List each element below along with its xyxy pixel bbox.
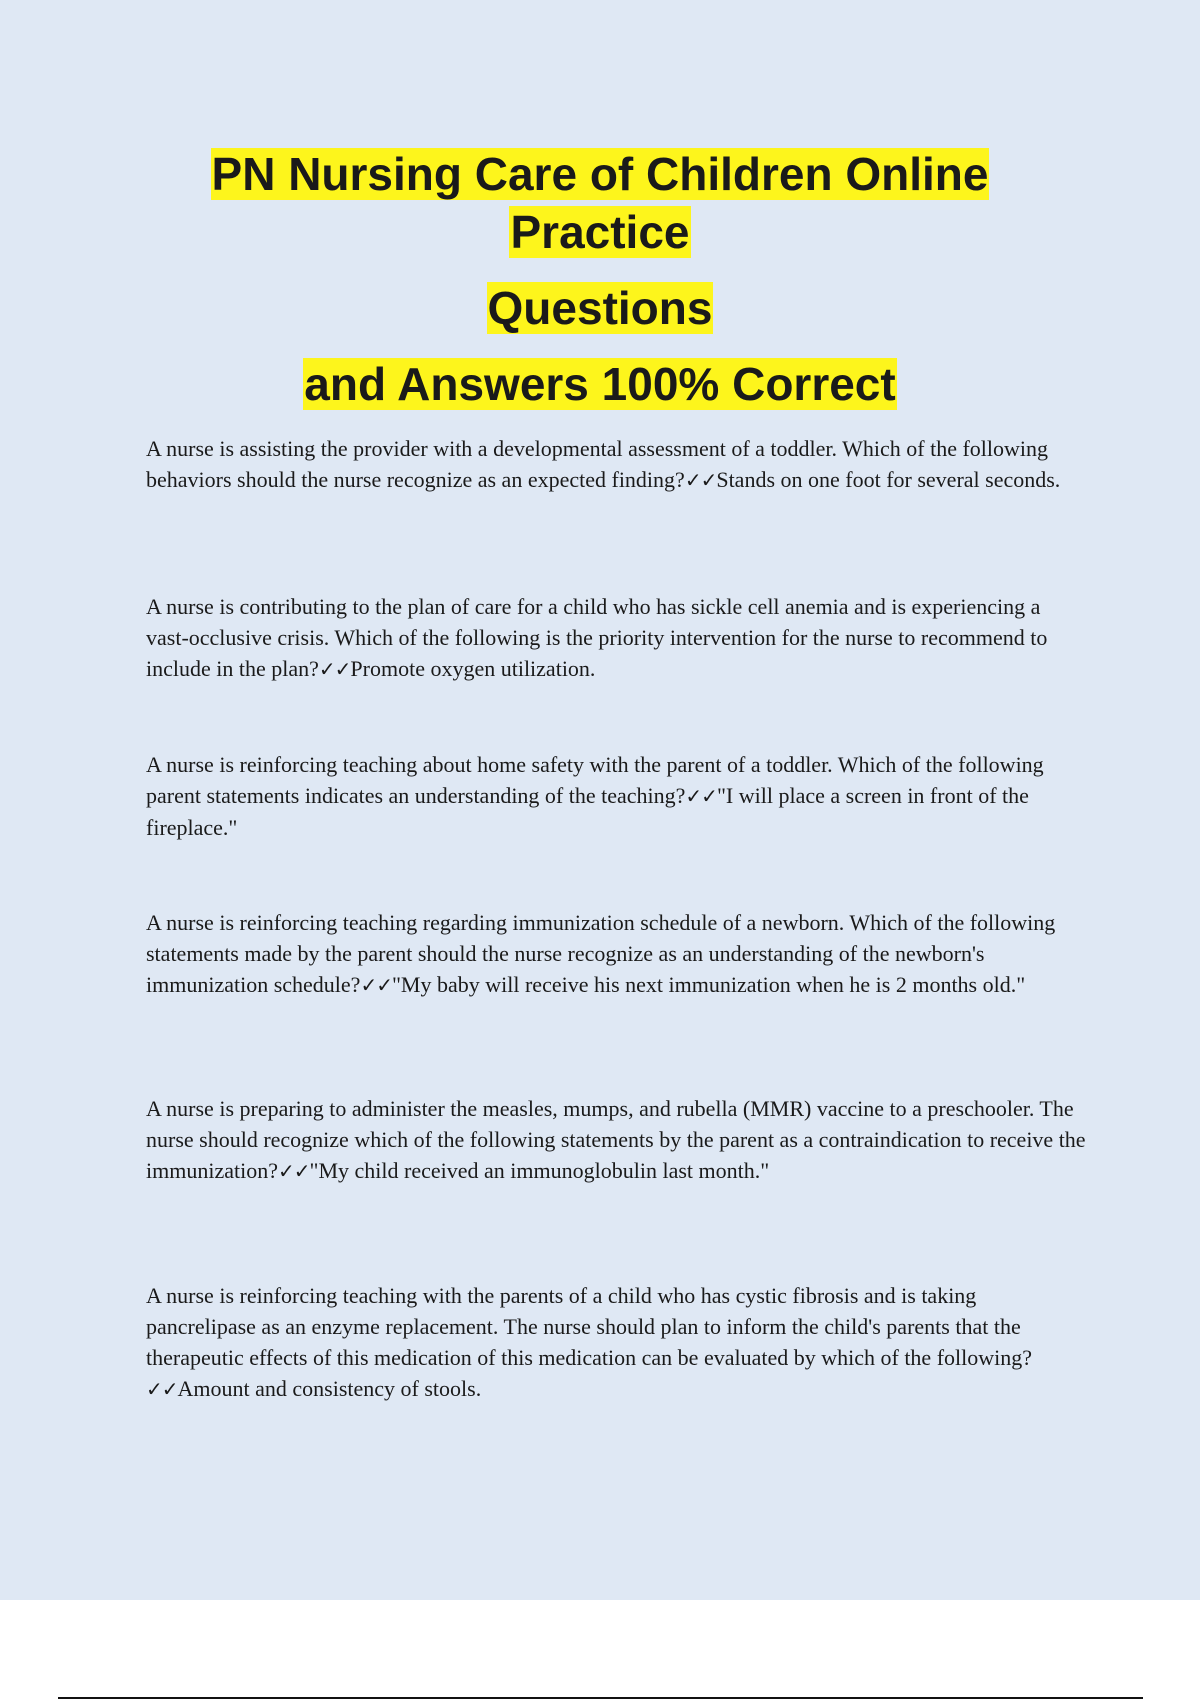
title-line-1: PN Nursing Care of Children Online Practice [211, 148, 989, 258]
title-line-3: Questions [487, 282, 713, 334]
answer-text: Amount and consistency of stools. [177, 1376, 482, 1401]
check-mark-icon: ✓✓ [684, 468, 717, 492]
title-line-4: and Answers 100% Correct [304, 358, 896, 410]
answer-text: "I will place a screen in front of the fireplace." [146, 783, 1029, 840]
question-text: A nurse is assisting the provider with a developmental assessment of a toddler. Which of the following behaviors should the nurse recognize as an expected finding? [146, 436, 1049, 492]
check-mark-icon: ✓✓ [360, 973, 392, 997]
qa-item-1 [146, 433, 1086, 496]
check-mark-icon: ✓✓ [685, 784, 717, 808]
qa-item-4 [146, 907, 1086, 1001]
answer-text: "My baby will receive his next immunization when he is 2 months old." [391, 972, 1026, 997]
question-text: A nurse is reinforcing teaching regarding immunization schedule of a newborn. Which of the following statements made by the parent should the nurse recognize as an understanding of the newborn's immunization schedule? [146, 910, 1056, 997]
answer-text: "My child received an immunoglobulin last month." [309, 1158, 770, 1183]
answer-text: Stands on one foot for several seconds. [716, 467, 1061, 492]
qa-item-2 [146, 591, 1086, 685]
qa-item-3 [146, 749, 1086, 843]
title-line-2: Practice [510, 206, 690, 258]
question-text: A nurse is contributing to the plan of care for a child who has sickle cell anemia and is experiencing a vast-occlusive crisis. Which of the following is the priority intervention for the nurse to recommend to include in the plan? [146, 594, 1048, 681]
document-title [0, 145, 1200, 413]
check-mark-icon: ✓✓ [277, 1159, 310, 1183]
question-text: A nurse is reinforcing teaching with the parents of a child who has cystic fibrosis and is taking pancrelipase as an enzyme replacement. The nurse should plan to inform the child's parents that the therapeutic effects of this medication of this medication can be evaluated by which of the following? [146, 1283, 1033, 1370]
check-mark-icon: ✓✓ [318, 657, 351, 681]
answer-text: Promote oxygen utilization. [350, 656, 596, 681]
check-mark-icon: ✓✓ [146, 1377, 178, 1401]
qa-item-5 [146, 1093, 1086, 1187]
qa-item-6 [146, 1280, 1086, 1405]
question-text: A nurse is reinforcing teaching about home safety with the parent of a toddler. Which of the following parent statements indicates an understanding of the teaching? [146, 752, 1044, 808]
question-text: A nurse is preparing to administer the measles, mumps, and rubella (MMR) vaccine to a preschooler. The nurse should recognize which of the following statements by the parent as a contraindication to receive the immunization? [146, 1096, 1086, 1183]
footer-divider [58, 1697, 1143, 1699]
